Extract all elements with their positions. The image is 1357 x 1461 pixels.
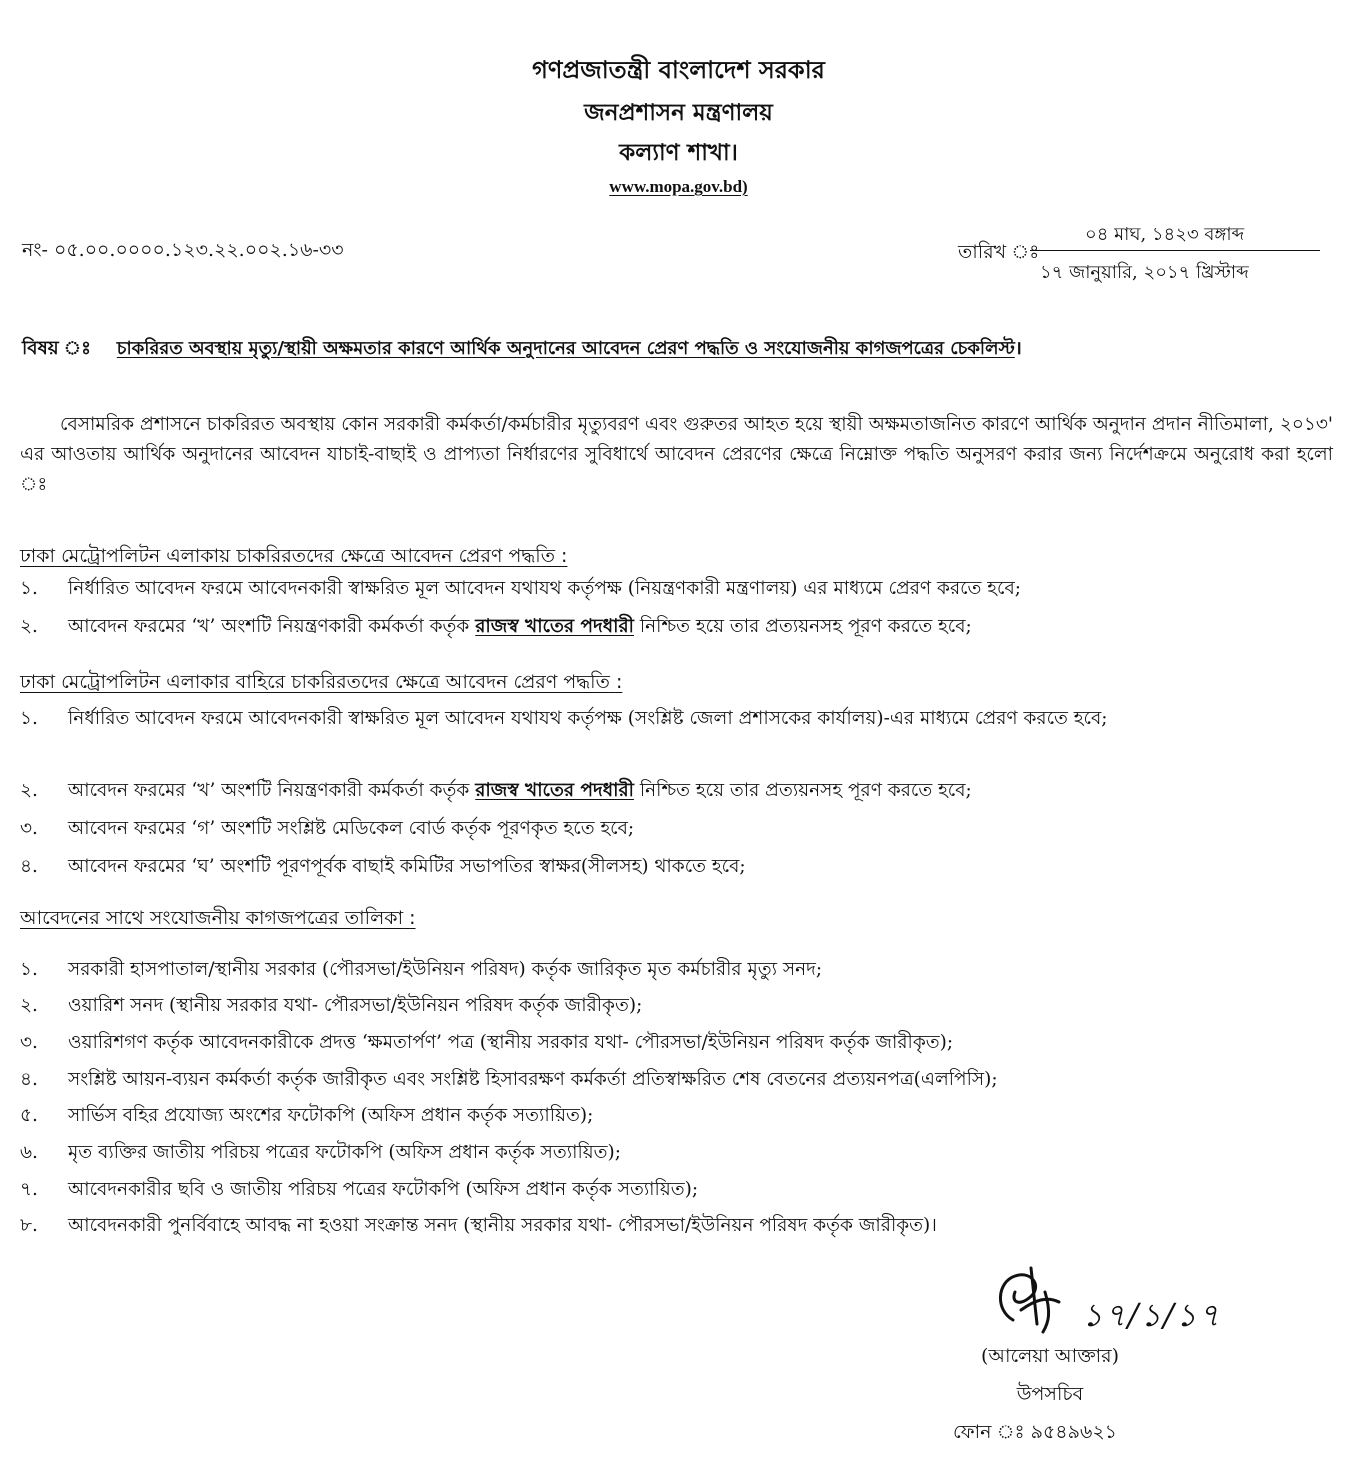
list-item [20, 1175, 1333, 1205]
item-text: নির্ধারিত আবেদন ফরমে আবেদনকারী স্বাক্ষরিত মূল আবেদন যথাযথ কর্তৃপক্ষ (সংশ্লিষ্ট জেলা প্রশাসকের কার্যালয়)-এর মাধ্যমে প্রেরণ করতে হবে; [68, 708, 1108, 729]
signatory-designation: উপসচিব [1016, 1383, 1084, 1405]
item-number: ২. [20, 616, 38, 637]
list-item [20, 1065, 1333, 1095]
item-number: ২. [20, 995, 38, 1016]
item-text: ওয়ারিশগণ কর্তৃক আবেদনকারীকে প্রদত্ত ‘ক্ষমতার্পণ’ পত্র (স্থানীয় সরকার যথা- পৌরসভা/ইউনিয়ন পরিষদ কর্তৃক জারীকৃত); [68, 1032, 954, 1053]
item-number: ১. [20, 578, 38, 599]
item-text: নির্ধারিত আবেদন ফরমে আবেদনকারী স্বাক্ষরিত মূল আবেদন যথাযথ কর্তৃপক্ষ (নিয়ন্ত্রণকারী মন্ত্রণালয়) এর মাধ্যমে প্রেরণ করতে হবে; [68, 578, 1021, 599]
government-title: গণপ্রজাতন্ত্রী বাংলাদেশ সরকার [532, 56, 825, 84]
list-item [20, 704, 1333, 734]
list-item [20, 1138, 1333, 1168]
section3-title [20, 904, 416, 936]
ministry-title: জনপ্রশাসন মন্ত্রণালয় [584, 100, 773, 126]
section2-colon: : [615, 671, 623, 693]
item-emphasis: রাজস্ব খাতের পদধারী [475, 616, 634, 637]
section3-title-text: আবেদনের সাথে সংযোজনীয় কাগজপত্রের তালিকা [20, 907, 404, 929]
item-text: সার্ভিস বহির প্রযোজ্য অংশের ফটোকপি (অফিস প্রধান কর্তৃক সত্যায়িত); [68, 1105, 594, 1126]
subject-line [22, 334, 1022, 365]
date-label: তারিখ ঃ [958, 241, 1040, 263]
item-number: ৩. [20, 818, 38, 839]
item-number: ২. [20, 780, 38, 801]
memo-number: নং- ০৫.০০.০০০০.১২৩.২২.০০২.১৬-৩৩ [22, 239, 344, 261]
list-item [20, 1211, 1333, 1241]
list-item [20, 814, 1333, 844]
item-number: ৬. [20, 1142, 38, 1163]
section1-colon: : [561, 545, 568, 567]
branch-title: কল্যাণ শাখা। [619, 140, 738, 166]
item-text: আবেদন ফরমের ‘খ’ অংশটি নিয়ন্ত্রণকারী কর্মকর্তা কর্তৃক [68, 780, 476, 801]
item-number: ৫. [20, 1105, 38, 1126]
section3-colon: : [409, 907, 416, 929]
item-text: আবেদন ফরমের ‘গ’ অংশটি সংশ্লিষ্ট মেডিকেল বোর্ড কর্তৃক পূরণকৃত হতে হবে; [68, 818, 635, 839]
subject-label: বিষয় ঃ [22, 338, 91, 359]
website-link[interactable]: www.mopa.gov.bd) [609, 177, 748, 196]
item-text: আবেদন ফরমের ‘খ’ অংশটি নিয়ন্ত্রণকারী কর্মকর্তা কর্তৃক [68, 616, 476, 637]
section1-title [20, 542, 567, 574]
item-text-end: নিশ্চিত হয়ে তার প্রত্যয়নসহ পূরণ করতে হবে; [633, 616, 972, 637]
list-item [20, 1101, 1333, 1131]
section2-title [20, 668, 622, 700]
item-text: সরকারী হাসপাতাল/স্থানীয় সরকার (পৌরসভা/ইউনিয়ন পরিষদ) কর্তৃক জারিকৃত মৃত কর্মচারীর মৃত্যু সনদ; [68, 959, 823, 980]
item-text: ওয়ারিশ সনদ (স্থানীয় সরকার যথা- পৌরসভা/ইউনিয়ন পরিষদ কর্তৃক জারীকৃত); [68, 995, 643, 1016]
item-text-end: নিশ্চিত হয়ে তার প্রত্যয়নসহ পূরণ করতে হবে; [633, 780, 972, 801]
list-item [20, 776, 1333, 806]
item-text: আবেদনকারী পুনর্বিবাহে আবদ্ধ না হওয়া সংক্রান্ত সনদ (স্থানীয় সরকার যথা- পৌরসভা/ইউনিয়ন পরিষদ কর্তৃক জারীকৃত)। [68, 1215, 937, 1236]
list-item [20, 955, 1333, 985]
item-number: ৪. [20, 856, 38, 877]
intro-paragraph: বেসামরিক প্রশাসনে চাকরিরত অবস্থায় কোন সরকারী কর্মকর্তা/কর্মচারীর মৃত্যুবরণ এবং গুরুতর আহত হয়ে স্থায়ী অক্ষমতাজনিত কারণে আর্থিক অনুদান প্রদান নীতিমালা, ২০১৩' এর আওতায় আর্থিক অনুদানের আবেদন যাচাই-বাছাই ও প্রাপ্যতা নির্ধারণের সুবিধার্থে আবেদন প্রেরণের ক্ষেত্রে নিম্নোক্ত পদ্ধতি অনুসরণ করার জন্য নির্দেশক্রমে অনুরোধ করা হলো ঃ [20, 414, 1333, 495]
signature-date: ১৭/১/১৭ [1082, 1296, 1222, 1334]
item-number: ১. [20, 708, 38, 729]
subject-text: চাকরিরত অবস্থায় মৃত্যু/স্থায়ী অক্ষমতার কারণে আর্থিক অনুদানের আবেদন প্রেরণ পদ্ধতি ও সংযোজনীয় কাগজপত্রের চেকলিস্ট [116, 338, 1015, 359]
item-emphasis: রাজস্ব খাতের পদধারী [475, 780, 634, 801]
date-divider [1030, 250, 1320, 251]
list-item [20, 1028, 1333, 1058]
list-item [20, 574, 1333, 604]
list-item [20, 852, 1333, 882]
item-number: ৪. [20, 1069, 38, 1090]
list-item [20, 991, 1333, 1021]
item-number: ৭. [20, 1179, 38, 1200]
date-english: ১৭ জানুয়ারি, ২০১৭ খ্রিস্টাব্দ [1040, 262, 1249, 283]
signatory-phone: ফোন ঃ ৯৫৪৯৬২১ [952, 1421, 1118, 1443]
list-item [20, 612, 1333, 642]
subject-end: । [1014, 338, 1022, 359]
item-text: আবেদনকারীর ছবি ও জাতীয় পরিচয় পত্রের ফটোকপি (অফিস প্রধান কর্তৃক সত্যায়িত); [68, 1179, 699, 1200]
item-number: ৮. [20, 1215, 38, 1236]
section2-title-text: ঢাকা মেট্রোপলিটন এলাকার বাহিরে চাকরিরতদের ক্ষেত্রে আবেদন প্রেরণ পদ্ধতি [20, 671, 610, 693]
date-bangla: ০৪ মাঘ, ১৪২৩ বঙ্গাব্দ [1085, 224, 1245, 245]
item-number: ১. [20, 959, 38, 980]
item-text: মৃত ব্যক্তির জাতীয় পরিচয় পত্রের ফটোকপি (অফিস প্রধান কর্তৃক সত্যায়িত); [68, 1142, 622, 1163]
item-text: আবেদন ফরমের ‘ঘ’ অংশটি পূরণপূর্বক বাছাই কমিটির সভাপতির স্বাক্ষর(সীলসহ) থাকতে হবে; [68, 856, 746, 877]
item-text: সংশ্লিষ্ট আয়ন-ব্যয়ন কর্মকর্তা কর্তৃক জারীকৃত এবং সংশ্লিষ্ট হিসাবরক্ষণ কর্মকর্তা প্রতিস্বাক্ষরিত শেষ বেতনের প্রত্যয়নপত্র(এলপিসি); [68, 1069, 998, 1090]
item-number: ৩. [20, 1032, 38, 1053]
signatory-name: (আলেয়া আক্তার) [980, 1345, 1120, 1367]
section1-title-text: ঢাকা মেট্রোপলিটন এলাকায় চাকরিরতদের ক্ষেত্রে আবেদন প্রেরণ পদ্ধতি [20, 545, 555, 567]
